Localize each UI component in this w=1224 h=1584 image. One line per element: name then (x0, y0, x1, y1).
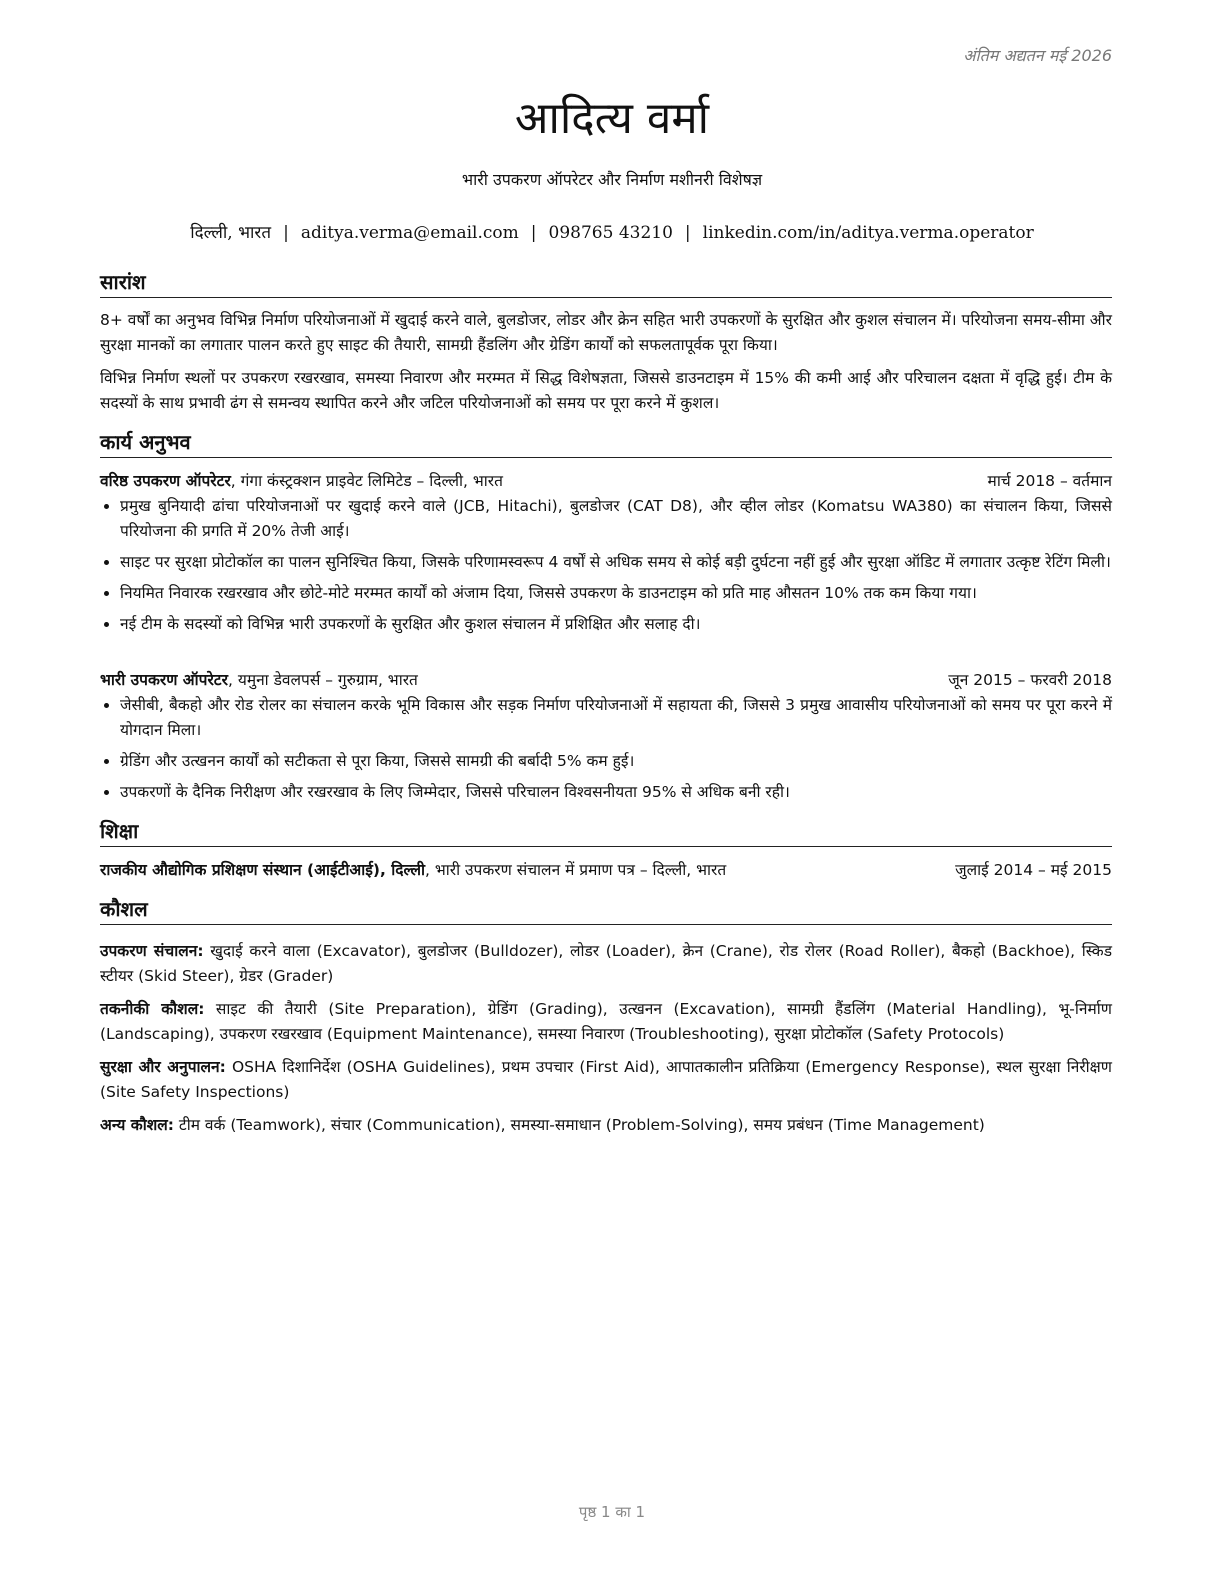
skill-text: खुदाई करने वाला (Excavator), बुलडोजर (Bulldozer), लोडर (Loader), क्रेन (Crane), रोड रोलर (Road Roller), बैकहो (Backhoe), स्किड स्टीयर (Skid Steer), ग्रेडर (Grader) (100, 942, 1112, 985)
candidate-name: आदित्य वर्मा (514, 93, 710, 144)
job-header (100, 468, 1112, 494)
job-bullets (100, 693, 1112, 805)
job-bullets (100, 494, 1112, 637)
education-institution: राजकीय औद्योगिक प्रशिक्षण संस्थान (आईटीआई), दिल्ली (100, 861, 425, 879)
contact-linkedin[interactable]: linkedin.com/in/aditya.verma.operator (702, 223, 1034, 243)
summary-paragraph: 8+ वर्षों का अनुभव विभिन्न निर्माण परियोजनाओं में खुदाई करने वाले, बुलडोजर, लोडर और क्रेन सहित भारी उपकरणों के सुरक्षित और कुशल संचालन में। परियोजना समय-सीमा और सुरक्षा मानकों का लगातार पालन करते हुए साइट की तैयारी, सामग्री हैंडलिंग और ग्रेडिंग कार्यों को सफलतापूर्वक पूरा किया। (100, 311, 1112, 354)
contact-line (0, 220, 1224, 243)
last-updated: अंतिम अद्यतन मई 2026 (963, 46, 1112, 65)
contact-location: दिल्ली, भारत (190, 223, 272, 243)
job-dates: जून 2015 – फरवरी 2018 (948, 671, 1112, 689)
skill-group (100, 939, 1112, 989)
contact-separator: | (684, 223, 691, 243)
skill-group (100, 997, 1112, 1047)
job-bullet: • साइट पर सुरक्षा प्रोटोकॉल का पालन सुनिश्चित किया, जिसके परिणामस्वरूप 4 वर्षों से अधिक समय से कोई बड़ी दुर्घटना नहीं हुई और सुरक्षा ऑडिट में लगातार उत्कृष्ट रेटिंग मिली। (120, 550, 1112, 575)
job-role: वरिष्ठ उपकरण ऑपरेटर (100, 472, 231, 490)
job-dates: मार्च 2018 – वर्तमान (987, 472, 1112, 490)
contact-email[interactable]: aditya.verma@email.com (300, 223, 519, 243)
skill-text: OSHA दिशानिर्देश (OSHA Guidelines), प्रथम उपचार (First Aid), आपातकालीन प्रतिक्रिया (Emergency Response), स्थल सुरक्षा निरीक्षण (Site Safety Inspections) (100, 1058, 1112, 1101)
contact-separator: | (530, 223, 537, 243)
job-header (100, 667, 1112, 693)
contact-phone[interactable]: 098765 43210 (548, 223, 673, 243)
resume-body (100, 268, 1112, 1146)
skill-label: तकनीकी कौशल: (100, 1000, 205, 1018)
section-title-skills: कौशल (100, 895, 1112, 925)
job-company: , यमुना डेवलपर्स – गुरुग्राम, भारत (227, 671, 418, 689)
job-role: भारी उपकरण ऑपरेटर (100, 671, 228, 689)
skill-text: साइट की तैयारी (Site Preparation), ग्रेडिंग (Grading), उत्खनन (Excavation), सामग्री हैंडलिंग (Material Handling), भू-निर्माण (Landscaping), उपकरण रखरखाव (Equipment Maintenance), समस्या निवारण (Troubleshooting), सुरक्षा प्रोटोकॉल (Safety Protocols) (100, 1000, 1112, 1043)
job-bullet: • नियमित निवारक रखरखाव और छोटे-मोटे मरम्मत कार्यों को अंजाम दिया, जिससे उपकरण के डाउनटाइम को प्रति माह औसतन 10% तक कम किया गया। (120, 581, 1112, 606)
page-number: पृष्ठ 1 का 1 (578, 1503, 646, 1521)
section-title-education: शिक्षा (100, 817, 1112, 847)
skill-group (100, 1113, 1112, 1138)
skill-label: अन्य कौशल: (100, 1116, 174, 1134)
contact-separator: | (283, 223, 289, 243)
job-bullet: • ग्रेडिंग और उत्खनन कार्यों को सटीकता से पूरा किया, जिससे सामग्री की बर्बादी 5% कम हुई। (120, 749, 1112, 774)
job-company: , गंगा कंस्ट्रक्शन प्राइवेट लिमिटेड – दिल्ली, भारत (230, 472, 503, 490)
job-bullet: • जेसीबी, बैकहो और रोड रोलर का संचालन करके भूमि विकास और सड़क निर्माण परियोजनाओं में सहायता की, जिससे 3 प्रमुख आवासीय परियोजनाओं को समय पर पूरा करने में योगदान मिला। (120, 693, 1112, 743)
section-title-summary: सारांश (100, 268, 1112, 298)
education-dates: जुलाई 2014 – मई 2015 (955, 861, 1112, 879)
job-bullet: • नई टीम के सदस्यों को विभिन्न भारी उपकरणों के सुरक्षित और कुशल संचालन में प्रशिक्षित और सलाह दी। (120, 612, 1112, 637)
skill-label: सुरक्षा और अनुपालन: (100, 1058, 226, 1076)
job-bullet: • उपकरणों के दैनिक निरीक्षण और रखरखाव के लिए जिम्मेदार, जिससे परिचालन विश्वसनीयता 95% से अधिक बनी रही। (120, 780, 1112, 805)
job-bullet: • प्रमुख बुनियादी ढांचा परियोजनाओं पर खुदाई करने वाले (JCB, Hitachi), बुलडोजर (CAT D8), और व्हील लोडर (Komatsu WA380) का संचालन किया, जिससे परियोजना की प्रगति में 20% तेजी आई। (120, 494, 1112, 544)
education-entry (100, 857, 1112, 883)
candidate-subtitle: भारी उपकरण ऑपरेटर और निर्माण मशीनरी विशेषज्ञ (461, 170, 763, 189)
summary-paragraph: विभिन्न निर्माण स्थलों पर उपकरण रखरखाव, समस्या निवारण और मरम्मत में सिद्ध विशेषज्ञता, जिससे डाउनटाइम में 15% की कमी आई और परिचालन दक्षता में वृद्धि हुई। टीम के सदस्यों के साथ प्रभावी ढंग से समन्वय स्थापित करने और जटिल परियोजनाओं को समय पर पूरा करने में कुशल। (100, 369, 1112, 412)
section-title-experience: कार्य अनुभव (100, 428, 1112, 458)
skill-group (100, 1055, 1112, 1105)
skill-label: उपकरण संचालन: (100, 942, 204, 960)
education-detail: , भारी उपकरण संचालन में प्रमाण पत्र – दिल्ली, भारत (425, 861, 727, 879)
skill-text: टीम वर्क (Teamwork), संचार (Communication), समस्या-समाधान (Problem-Solving), समय प्रबंधन (Time Management) (173, 1116, 985, 1134)
